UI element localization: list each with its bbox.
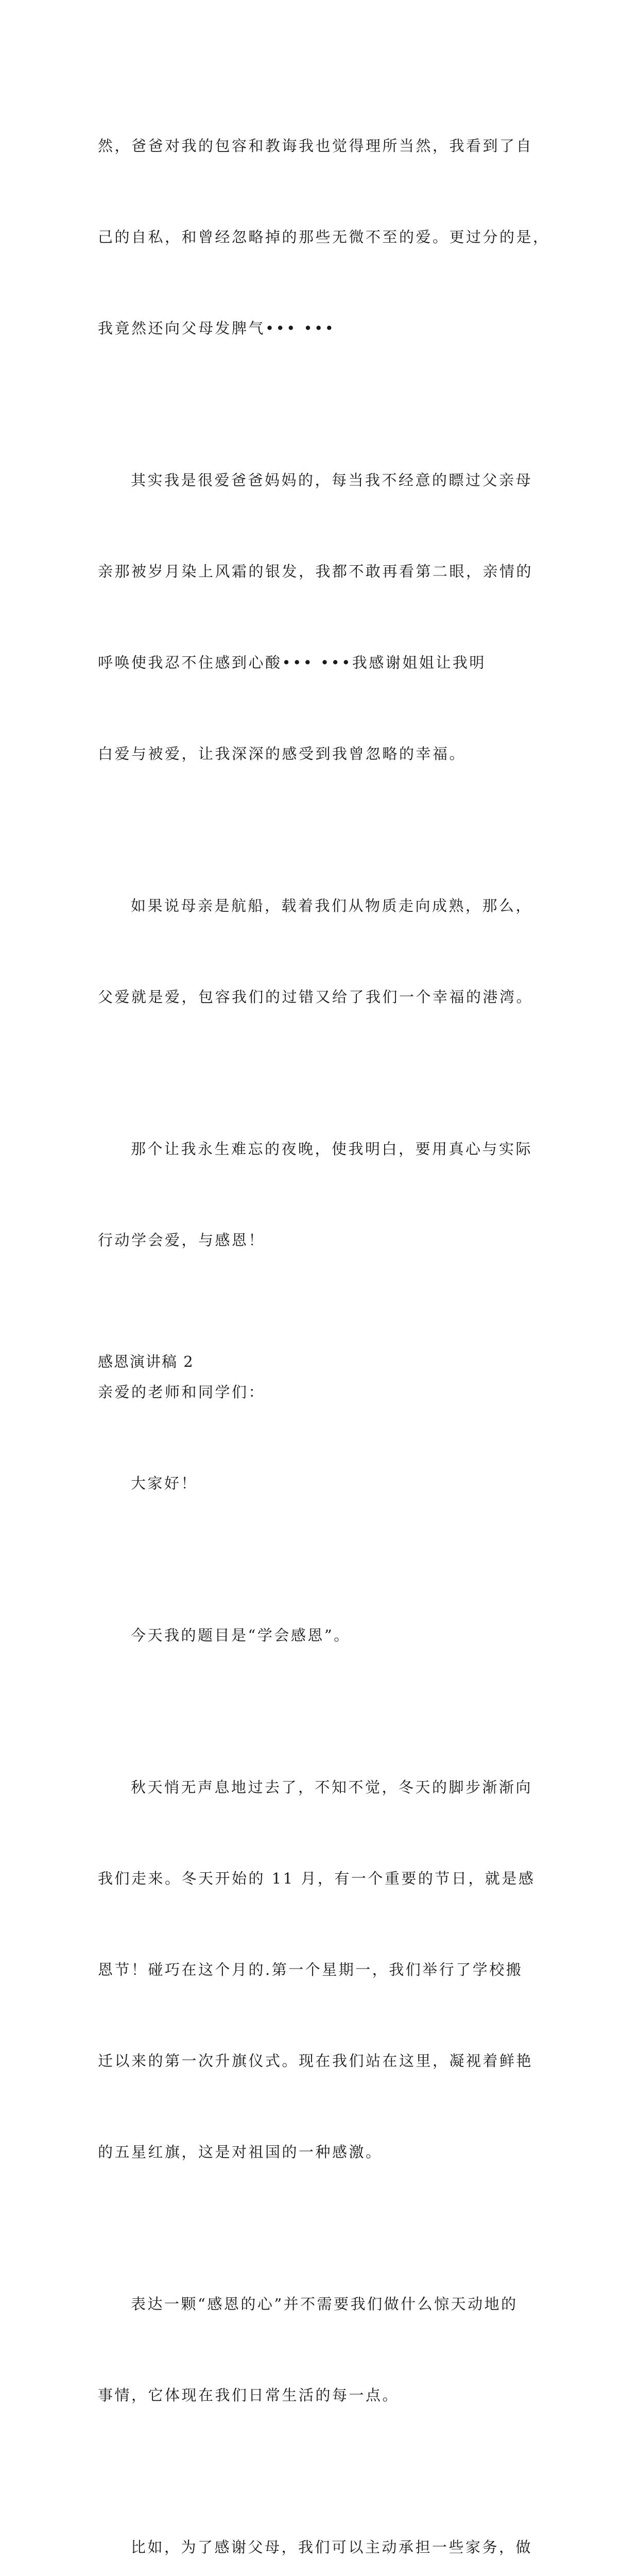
text-line: 秋天悄无声息地过去了，不知不觉，冬天的脚步渐渐向 xyxy=(131,1778,533,1796)
blank-line xyxy=(98,1316,542,1347)
paragraph xyxy=(98,1408,542,1560)
text-line: 比如，为了感谢父母，我们可以主动承担一些家务，做 xyxy=(131,2538,533,2556)
text-line: 迁以来的第一次升旗仪式。现在我们站在这里，凝视着鲜艳 xyxy=(98,2052,533,2070)
text-line: 的五星红旗，这是对祖国的一种感激。 xyxy=(98,2143,383,2161)
text-line: 表达一颗“感恩的心”并不需要我们做什么惊天动地的 xyxy=(131,2295,518,2313)
paragraph xyxy=(98,1560,542,1711)
text-line: 那个让我永生难忘的夜晚，使我明白，要用真心与实际 xyxy=(131,1140,533,1158)
document-body xyxy=(98,70,550,2576)
paragraph xyxy=(98,2471,542,2576)
paragraph xyxy=(98,2228,542,2471)
text-line: 然，爸爸对我的包容和教诲我也觉得理所当然，我看到了自 xyxy=(98,137,533,155)
paragraph xyxy=(98,1073,542,1316)
text-line: 今天我的题目是“学会感恩”。 xyxy=(131,1626,351,1644)
text-line: 行动学会爱，与感恩！ xyxy=(98,1231,266,1249)
text-line: 父爱就是爱，包容我们的过错又给了我们一个幸福的港湾。 xyxy=(98,988,533,1006)
section-title: 感恩演讲稿 2 xyxy=(98,1353,194,1370)
text-line: 我竟然还向父母发脾气••• ••• xyxy=(98,319,336,337)
text-line: 恩节！碰巧在这个月的.第一个星期一，我们举行了学校搬 xyxy=(98,1961,523,1978)
paragraph xyxy=(98,404,542,830)
paragraph xyxy=(98,1711,542,2228)
text-line: 呼唤使我忍不住感到心酸••• •••我感谢姐姐让我明 xyxy=(98,654,486,671)
text-line: 其实我是很爱爸爸妈妈的，每当我不经意的瞟过父亲母 xyxy=(131,471,533,489)
text-line: 大家好！ xyxy=(131,1475,198,1492)
text-line: 亲那被岁月染上风霜的银发，我都不敢再看第二眼，亲情的 xyxy=(98,563,533,580)
text-line: 己的自私，和曾经忽略掉的那些无微不至的爱。更过分的是， xyxy=(98,228,550,246)
text-line: 我们走来。冬天开始的 11 月，有一个重要的节日，就是感 xyxy=(98,1870,536,1887)
text-line: 事情，它体现在我们日常生活的每一点。 xyxy=(98,2386,400,2404)
text-line: 白爱与被爱，让我深深的感受到我曾忽略的幸福。 xyxy=(98,745,467,762)
paragraph xyxy=(98,830,542,1073)
paragraph xyxy=(98,70,550,404)
salutation: 亲爱的老师和同学们： xyxy=(98,1383,266,1401)
text-line: 如果说母亲是航船，载着我们从物质走向成熟，那么， xyxy=(131,897,533,914)
